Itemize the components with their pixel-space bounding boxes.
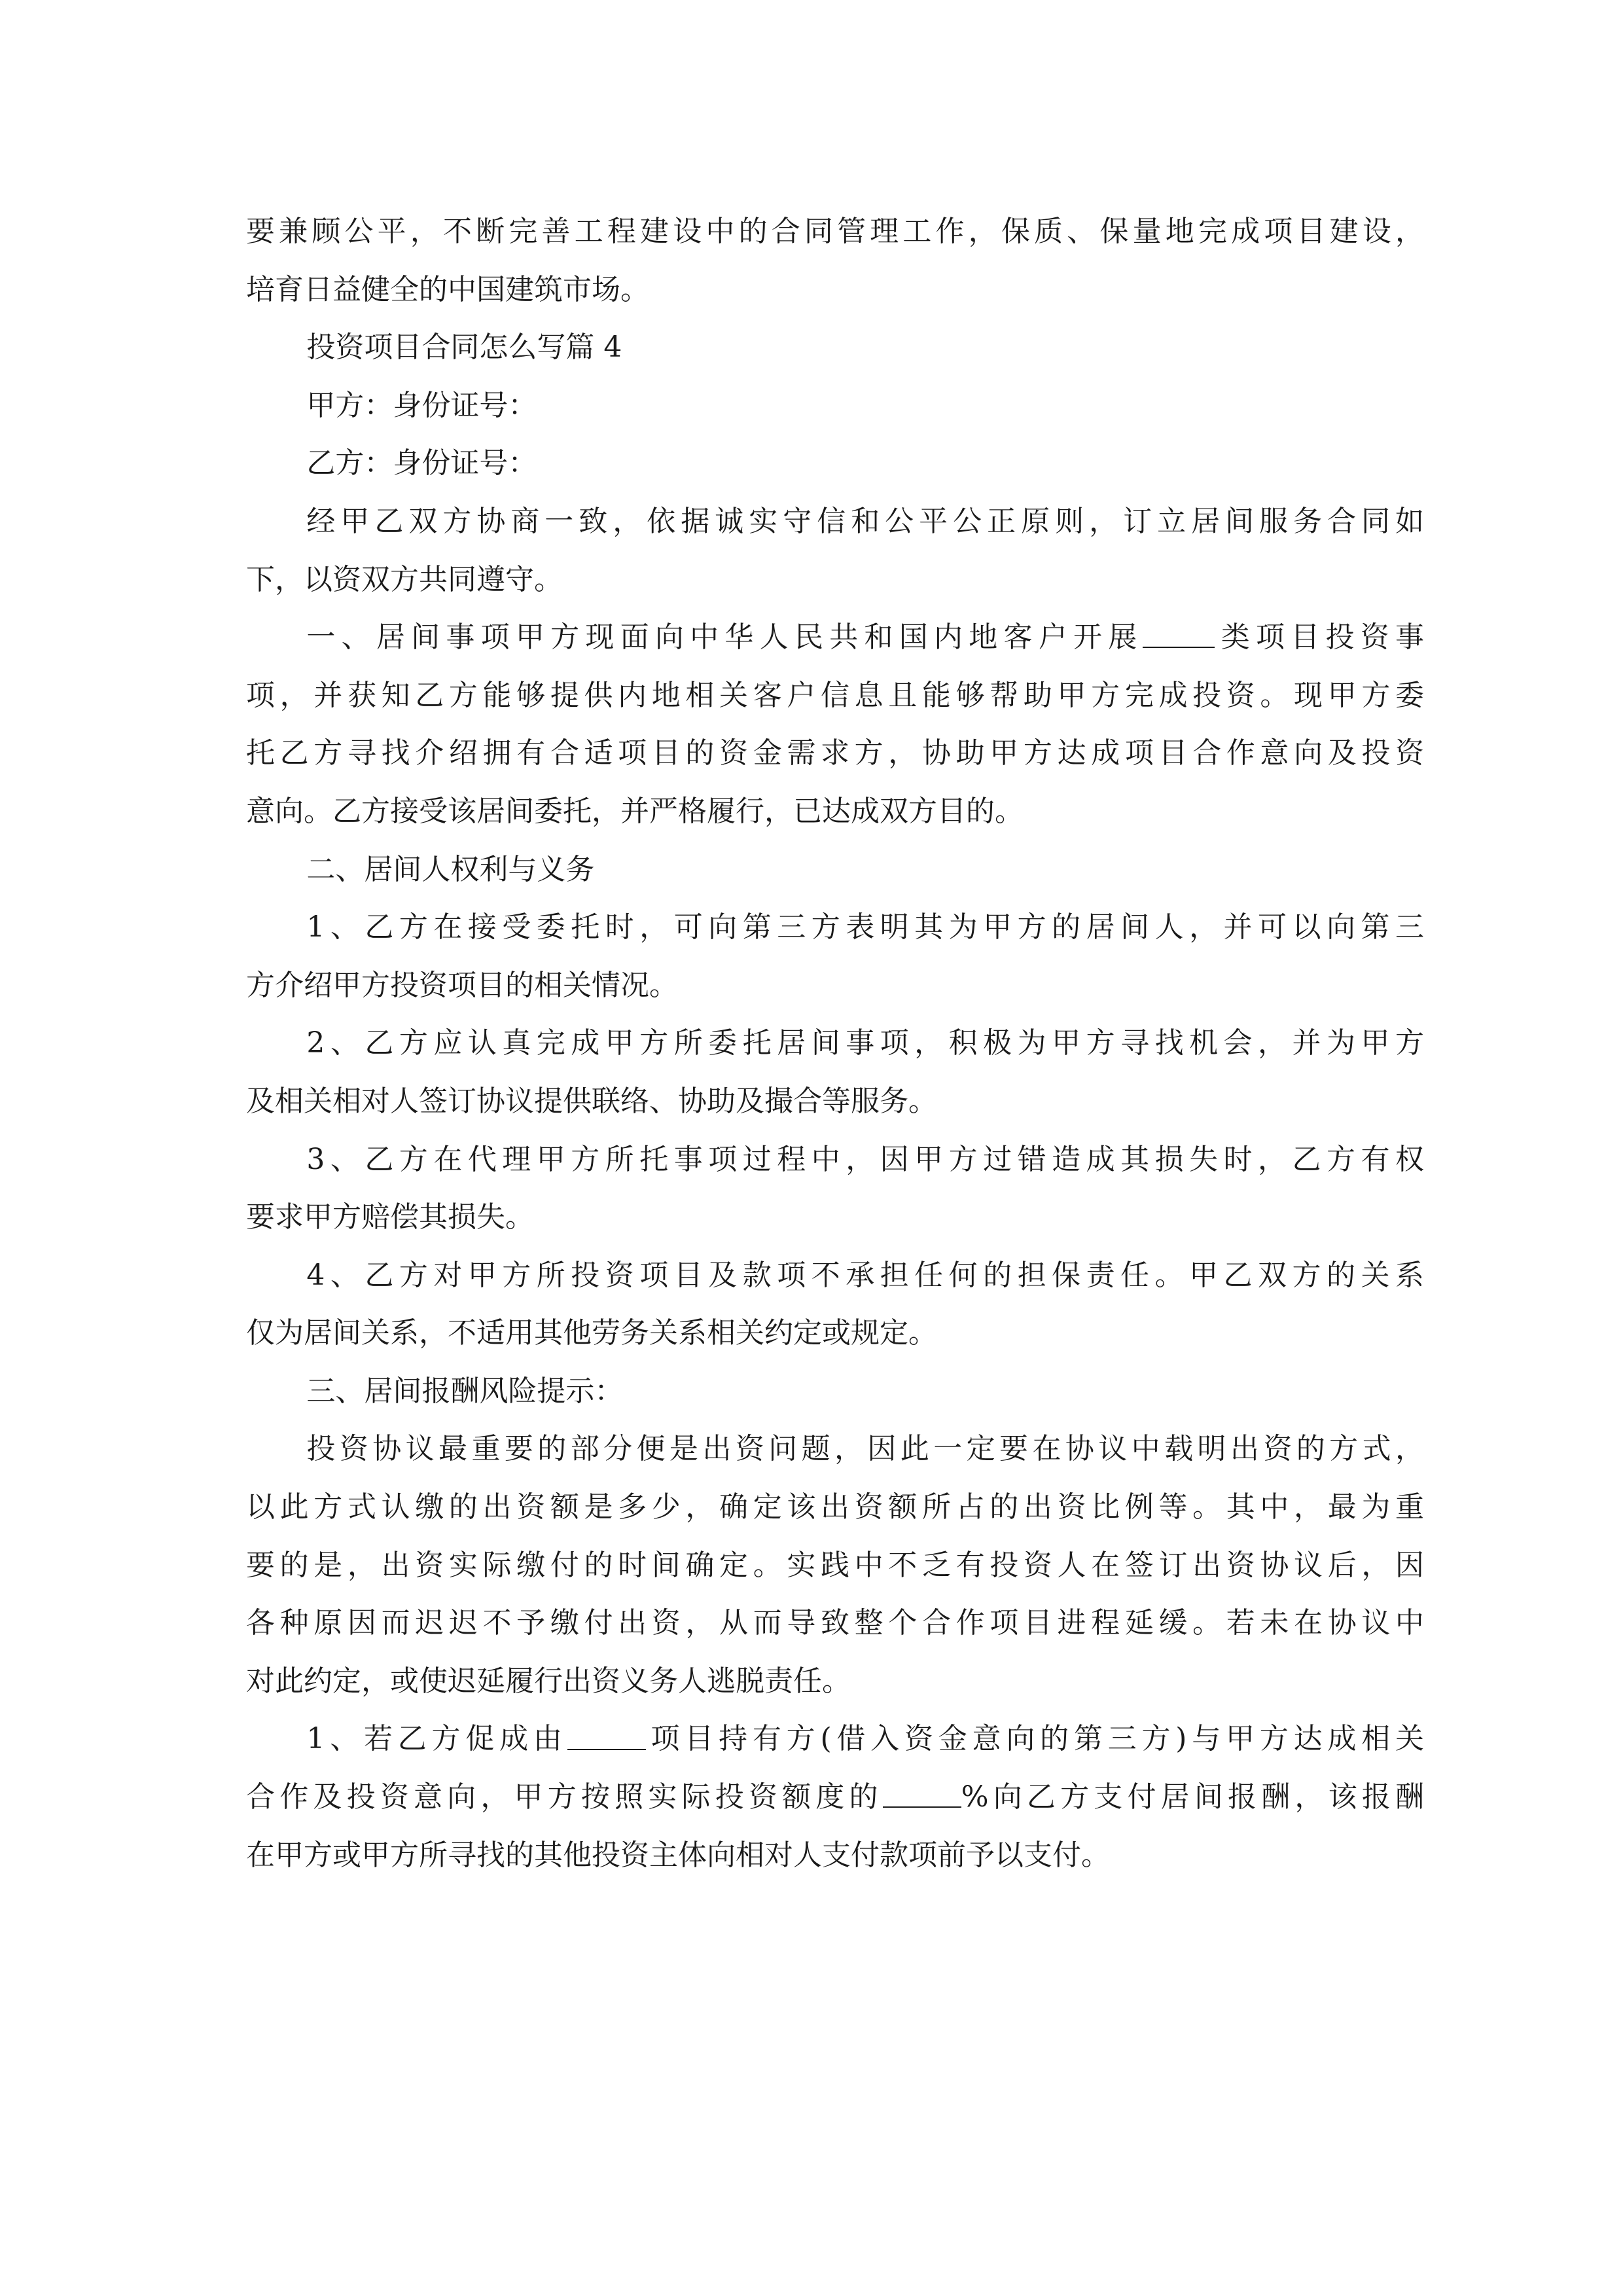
- text-line: 三、居间报酬风险提示：: [306, 1374, 624, 1408]
- text-line: 二、居间人权利与义务: [306, 852, 595, 886]
- text-line: 仅为居间关系，不适用其他劳务关系相关约定或规定。: [246, 1316, 937, 1350]
- risk-paragraph: [246, 1420, 1424, 1710]
- fill-in-blank[interactable]: [567, 1720, 646, 1750]
- text-line-with-blank: [246, 1768, 1424, 1827]
- text-line: 投资协议最重要的部分便是出资问题，因此一定要在协议中载明出资的方式，: [306, 1432, 1424, 1466]
- document-body: [246, 203, 1424, 1884]
- paragraph-continuation: [246, 203, 1424, 319]
- party-a-line: [246, 377, 1424, 435]
- text-line: 要的是，出资实际缴付的时间确定。实践中不乏有投资人在签订出资协议后，因: [246, 1548, 1424, 1582]
- item-1-paragraph: [246, 899, 1424, 1014]
- text-segment: 项目持有方(借入资金意向的第三方)与甲方达成相关: [645, 1722, 1424, 1756]
- party-b-text: 乙方：身份证号：: [306, 446, 537, 480]
- text-segment: %向乙方支付居间报酬，该报酬: [961, 1780, 1425, 1814]
- text-line: 1、乙方在接受委托时，可向第三方表明其为甲方的居间人，并可以向第三: [306, 910, 1424, 944]
- text-segment: 类项目投资事: [1215, 620, 1425, 655]
- preamble-paragraph: [246, 493, 1424, 609]
- heading-text: 投资项目合同怎么写篇 4: [306, 331, 622, 365]
- text-line: 及相关相对人签订协议提供联络、协助及撮合等服务。: [246, 1084, 937, 1118]
- item-3-paragraph: [246, 1131, 1424, 1247]
- section-2-heading: [246, 841, 1424, 899]
- fill-in-blank[interactable]: [1143, 618, 1215, 648]
- text-line: 对此约定，或使迟延履行出资义务人逃脱责任。: [246, 1664, 851, 1698]
- text-line: 方介绍甲方投资项目的相关情况。: [246, 968, 678, 1002]
- text-line: 下，以资双方共同遵守。: [246, 562, 563, 596]
- fill-in-blank[interactable]: [883, 1778, 961, 1808]
- text-line: 托乙方寻找介绍拥有合适项目的资金需求方，协助甲方达成项目合作意向及投资: [246, 736, 1424, 770]
- text-line: 意向。乙方接受该居间委托，并严格履行，已达成双方目的。: [246, 794, 1024, 828]
- text-line-with-blank: [246, 1710, 1424, 1768]
- item-4-paragraph: [246, 1247, 1424, 1363]
- section-heading: [246, 319, 1424, 377]
- text-segment: 一、居间事项甲方现面向中华人民共和国内地客户开展: [306, 620, 1143, 655]
- section-3-heading: [246, 1363, 1424, 1421]
- text-line-with-blank: [246, 609, 1424, 667]
- text-line: 要求甲方赔偿其损失。: [246, 1200, 534, 1234]
- text-segment: 1、若乙方促成由: [306, 1722, 567, 1756]
- text-line: 4、乙方对甲方所投资项目及款项不承担任何的担保责任。甲乙双方的关系: [306, 1258, 1424, 1292]
- text-line: 在甲方或甲方所寻找的其他投资主体向相对人支付款项前予以支付。: [246, 1838, 1110, 1872]
- text-line: 各种原因而迟迟不予缴付出资，从而导致整个合作项目进程延缓。若未在协议中: [246, 1606, 1424, 1640]
- party-b-line: [246, 435, 1424, 493]
- text-line: 3、乙方在代理甲方所托事项过程中，因甲方过错造成其损失时，乙方有权: [306, 1142, 1424, 1176]
- text-segment: 合作及投资意向，甲方按照实际投资额度的: [246, 1780, 883, 1814]
- item-2-paragraph: [246, 1014, 1424, 1130]
- text-line: 培育日益健全的中国建筑市场。: [246, 272, 649, 306]
- text-line: 以此方式认缴的出资额是多少，确定该出资额所占的出资比例等。其中，最为重: [246, 1490, 1424, 1524]
- text-line: 要兼顾公平，不断完善工程建设中的合同管理工作，保质、保量地完成项目建设，: [246, 215, 1424, 248]
- party-a-text: 甲方：身份证号：: [306, 388, 537, 422]
- text-line: 项，并获知乙方能够提供内地相关客户信息且能够帮助甲方完成投资。现甲方委: [246, 678, 1424, 712]
- commission-paragraph: [246, 1710, 1424, 1884]
- clause-1-paragraph: [246, 609, 1424, 840]
- text-line: 经甲乙双方协商一致，依据诚实守信和公平公正原则，订立居间服务合同如: [306, 504, 1424, 538]
- text-line: 2、乙方应认真完成甲方所委托居间事项，积极为甲方寻找机会，并为甲方: [306, 1026, 1424, 1060]
